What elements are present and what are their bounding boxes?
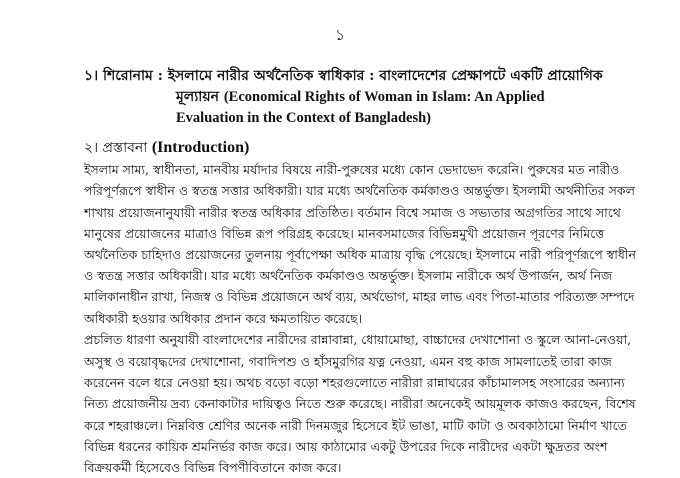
title-line-2 <box>84 87 644 108</box>
section-title-block <box>84 66 644 129</box>
section-1-label: ১। শিরোনাম : <box>84 68 163 84</box>
body-line: অধিকারী হওয়ার অধিকার প্রদান করে ক্ষমতায়িত করেছে। <box>84 311 363 327</box>
title-english-1: (Economical Rights of Woman in Islam: An Applied <box>223 89 545 105</box>
body-line: ইসলাম সাম্য, স্বাধীনতা, মানবীয় মর্যাদার বিষয়ে নারী-পুরুষের মধ্যে কোন ভেদাভেদ করেনি। পুরুষের মত নারীও <box>84 162 620 177</box>
title-bengali: ইসলামে নারীর অর্থনৈতিক স্বাধিকার : বাংলাদেশের প্রেক্ষাপটে একটি প্রায়োগিক <box>167 68 603 84</box>
body-line: অসুস্থ ও বয়োবৃদ্ধদের দেখাশোনা, গবাদিপশু ও হাঁসমুরগির যত্ন নেওয়া, এমন বহু কাজ সামলাতেই তারা কাজ <box>84 353 612 369</box>
body-line: করেনেন বলে ধরে নেওয়া হয়। অথচ বড়ো বড়ো শহরগুলোতে নারীরা রান্নাঘরের কাঁচামালসহ সংসারের অন্যান্য <box>84 374 625 390</box>
body-line: প্রচলিত ধারণা অনুযায়ী বাংলাদেশের নারীদের রান্নাবান্না, ধোয়ামোছা, বাচ্চাদের দেখাশোনা ও স্কুলে আনা-নেওয়া, <box>84 332 632 348</box>
section-2-label: ২। প্রস্তাবনা <box>84 140 148 156</box>
body-line: শাখায় প্রয়োজনানুযায়ী নারীর স্বতন্ত্র অধিকার প্রতিষ্ঠিত। বর্তমান বিশ্বে সমাজ ও সভ্যতার অগ্রগতির সাথে সাথে <box>84 204 621 220</box>
body-line: করে শহরাঞ্চলে। নিম্নবিত্ত শ্রেণির অনেক নারী দিনমজুর হিসেবে ইট ভাঙা, মাটি কাটা ও অবকাঠামো নির্মাণ খাতে <box>84 417 628 433</box>
introduction-body <box>84 159 640 478</box>
body-line: নিত্য প্রয়োজনীয় দ্রব্য কেনাকাটার দায়িত্বও নিতে শুরু করেছে। নারীরা অনেকেই আয়মূলক কাজও করছেন, বিশেষ <box>84 396 636 412</box>
body-line: অর্থনৈতিক চাহিদাও প্রয়োজনের তুলনায় পূর্বাপেক্ষা অধিক মাত্রায় বৃদ্ধি পেয়েছে। ইসলামে নারী পরিপূর্ণরূপে স্বাধীন <box>84 247 636 263</box>
introduction-heading-english: (Introduction) <box>151 139 250 156</box>
title-line <box>84 66 644 87</box>
body-line: বিভিন্ন ধরনের কায়িক শ্রমনির্ভর কাজ করে। আয় কাঠামোর একটু উপরের দিকে নারীদের একটা ক্ষুদ্রতর অংশ <box>84 438 608 454</box>
body-line: মানুষের প্রয়োজনের মাত্রাও বিভিন্ন রূপ পরিগ্রহ করেছে। মানবসমাজের বিভিন্নমুখী প্রয়োজন পূরণের নিমিত্তে <box>84 225 605 241</box>
introduction-heading <box>84 138 249 158</box>
body-line: পরিপূর্ণরূপে স্বাধীন ও স্বতন্ত্র সত্তার অধিকারী। যার মধ্যে অর্থনৈতিক কর্মকাণ্ডও অন্তর্ভুক্ত। ইসলামী অর্থনীতির সকল <box>84 183 635 199</box>
body-line: বিক্রয়কর্মী হিসেবেও বিভিন্ন বিপণীবিতানে কাজ করে। <box>84 460 342 476</box>
title-line-3 <box>84 108 644 129</box>
title-english-2: Evaluation in the Context of Bangladesh) <box>176 110 431 126</box>
body-line: মালিকানাধীন রাখা, নিজস্ব ও বিভিন্ন প্রয়োজনে অর্থ ব্যয়, অর্থভোগ, মাহর লাভ এবং পিতা-মাতার পরিত্যক্ত সম্পদে <box>84 289 635 304</box>
body-line: ও স্বতন্ত্র সত্তার অধিকারী। যার মধ্যে অর্থনৈতিক কর্মকাণ্ডও অন্তর্ভুক্ত। ইসলাম নারীকে অর্থ উপার্জন, অর্থ নিজ <box>84 268 613 284</box>
page-number: ১ <box>335 26 345 44</box>
title-bengali-cont: মূল্যায়ন <box>176 89 219 105</box>
